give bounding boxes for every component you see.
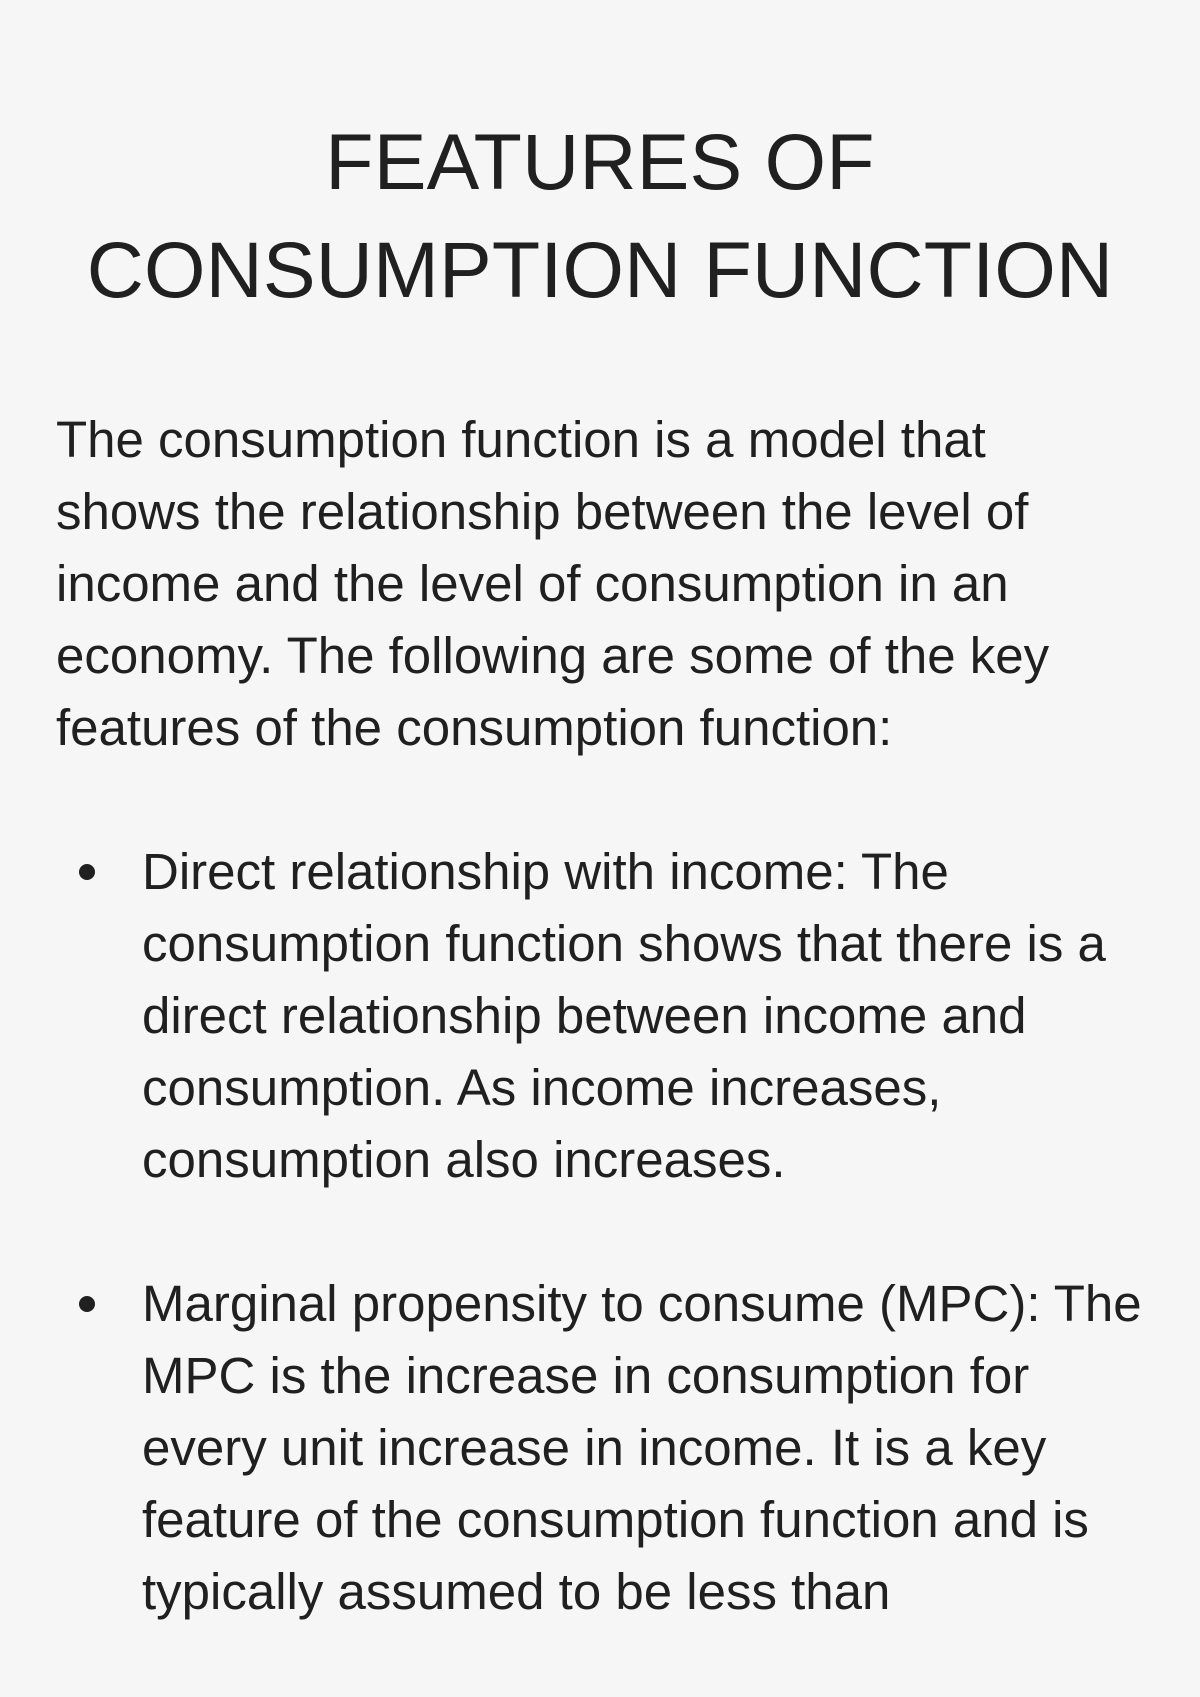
feature-item bbox=[56, 1268, 1146, 1628]
feature-text: Marginal propensity to consume (MPC): The MPC is the increase in consumption for every unit increase in income. It is a key feature of the consumption function and is typically assumed to be less than bbox=[142, 1275, 1142, 1620]
feature-text: Direct relationship with income: The consumption function shows that there is a direct relationship between income and consumption. As income increases, consumption also increases. bbox=[142, 843, 1106, 1188]
page-title: FEATURES OF CONSUMPTION FUNCTION bbox=[86, 117, 1114, 314]
feature-item bbox=[56, 836, 1146, 1196]
bullet-icon bbox=[79, 1296, 95, 1312]
feature-list bbox=[56, 836, 1146, 1628]
intro-paragraph: The consumption function is a model that shows the relationship between the level of income and the level of consumption in an economy. The following are some of the key features of the consumption function: bbox=[56, 411, 1050, 756]
bullet-icon bbox=[79, 864, 95, 880]
